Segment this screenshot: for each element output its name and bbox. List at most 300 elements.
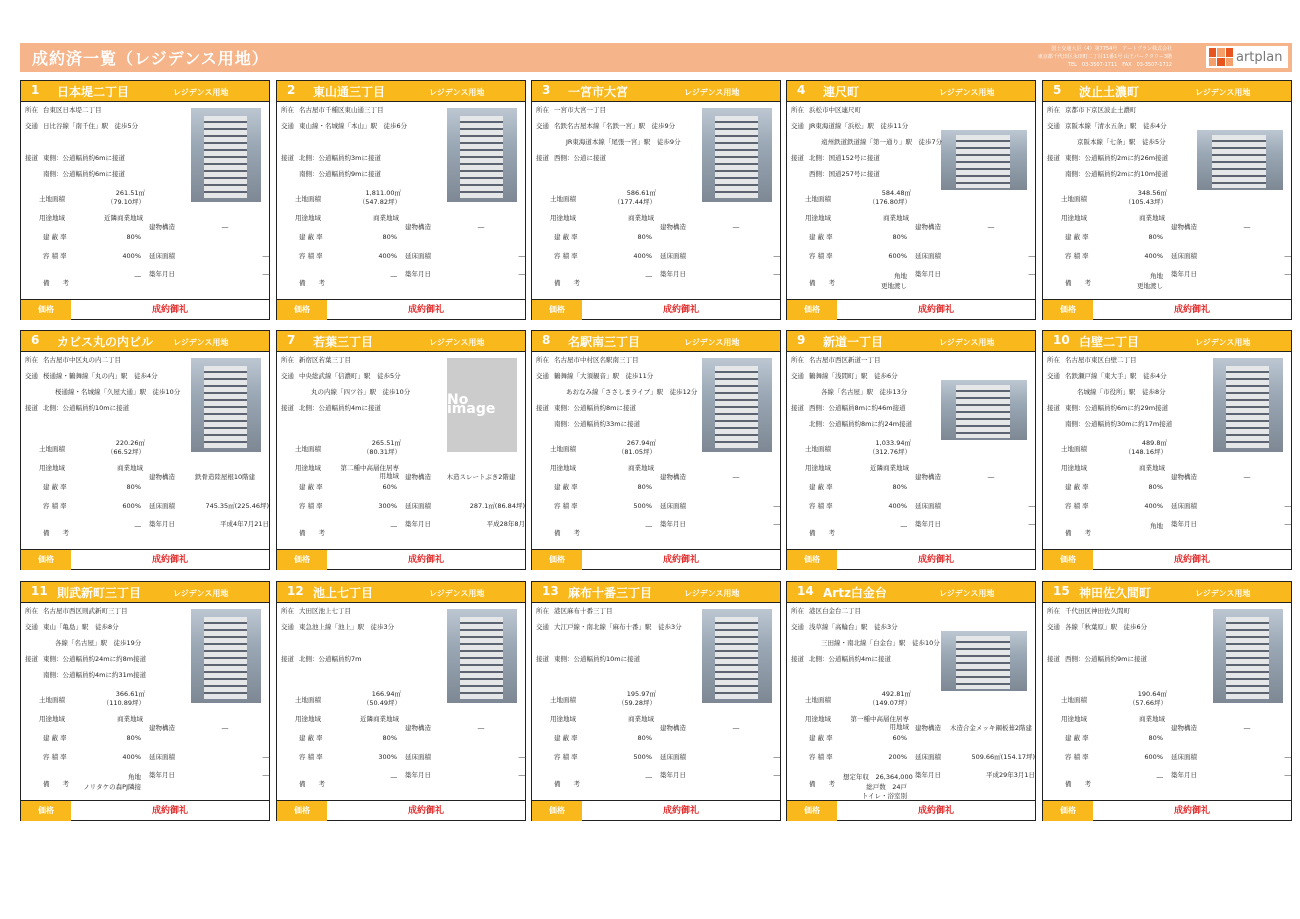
price-label: 価格 [787,300,837,320]
coverage-value: 80% [637,233,652,241]
far-label: 容 積 率 [299,502,323,510]
traffic-label: 交通 [281,623,294,631]
traffic-value: 各線「名古屋」駅 徒歩13分 [821,388,908,396]
access-label: 接道 [536,404,549,412]
coverage-value: 80% [126,233,141,241]
traffic-label: 交通 [1047,122,1060,130]
traffic-value: 桜通線・鶴舞線「丸の内」駅 徒歩4分 [43,372,158,380]
structure-label: 建物構造 [915,724,941,732]
built-value: ― [518,771,525,779]
card-property-name: 日本堤二丁目 [57,85,130,99]
card-property-name: 名駅南三丁目 [568,335,641,349]
card-category: レジデンス用地 [939,589,995,598]
traffic-value: 鶴舞線「大須観音」駅 徒歩11分 [554,372,654,380]
land-area-value: 492.81㎡ [881,690,911,698]
card-footer [787,549,1035,570]
built-label: 築年月日 [149,520,175,528]
location-value: 名古屋市東区白壁二丁目 [1065,356,1137,364]
far-value: 600% [122,502,141,510]
access-label: 接道 [791,154,804,162]
access-label: 接道 [25,154,38,162]
price-value: 成約御礼 [151,305,188,315]
traffic-value: 京阪本線「清水五条」駅 徒歩4分 [1065,122,1167,130]
location-value: 浜松市中区連尺町 [809,106,861,114]
structure-label: 建物構造 [660,724,686,732]
access-value: 西側：公道幅員8mに約46m接道 [809,404,906,412]
card-category: レジデンス用地 [684,338,740,347]
location-label: 所在 [25,106,38,114]
remarks-value-2: ノリタケの森PJ隣接 [83,783,141,791]
card-category: レジデンス用地 [1195,88,1251,97]
price-value: 成約御礼 [151,555,188,565]
structure-value: ― [1243,724,1251,732]
card-category: レジデンス用地 [429,88,485,97]
structure-label: 建物構造 [405,223,431,231]
floor-area-value: ― [262,252,269,260]
price-value: 成約御礼 [662,305,699,315]
structure-value: ― [987,473,995,481]
zoning-label: 用途地域 [39,715,65,723]
floor-area-value: ― [1028,252,1035,260]
built-value: ― [773,771,780,779]
traffic-label: 交通 [1047,372,1060,380]
far-label: 容 積 率 [43,252,67,260]
coverage-label: 建 蔽 率 [1065,734,1089,742]
floor-area-label: 延床面積 [405,753,431,761]
card-category: レジデンス用地 [173,589,229,598]
property-photo [191,108,261,202]
remarks-value: 角地 [894,272,907,280]
property-card[interactable] [786,80,1036,320]
access-value: 東側：公道幅員約2mに約26m接道 [1065,154,1169,162]
far-label: 容 積 率 [299,753,323,761]
property-card[interactable] [1042,330,1292,570]
property-photo [702,358,772,452]
traffic-value: 中央総武線「信濃町」駅 徒歩5分 [299,372,401,380]
structure-label: 建物構造 [405,473,431,481]
card-body [21,603,269,799]
traffic-value: JR東海道線「浜松」駅 徒歩11分 [809,122,909,130]
access-value: 南側：公道幅員約2mに約10m接道 [1065,170,1169,178]
land-area-tsubo: （547.82坪） [358,198,401,206]
location-value: 京都市下京区波止土濃町 [1065,106,1137,114]
remarks-value: ― [645,272,652,280]
property-card[interactable] [531,330,781,570]
zoning-label: 用途地域 [805,214,831,222]
price-label: 価格 [21,801,71,821]
structure-value: ― [1243,473,1251,481]
remarks-label: 備 考 [1065,780,1091,788]
land-area-value: 190.64㎡ [1137,690,1167,698]
card-property-name: カビス丸の内ビル [57,335,154,349]
card-body [532,352,780,548]
land-area-label: 土地面積 [39,195,65,203]
built-label: 築年月日 [405,520,431,528]
built-value: ― [1284,520,1291,528]
floor-area-value: ― [773,753,780,761]
no-image-text: No image [447,392,496,417]
far-label: 容 積 率 [1065,502,1089,510]
property-photo [447,609,517,703]
price-label: 価格 [787,801,837,821]
far-value: 400% [122,753,141,761]
company-info [1038,45,1172,69]
built-value: ― [773,270,780,278]
page-title: 成約済一覧（レジデンス用地） [32,49,269,68]
coverage-label: 建 蔽 率 [809,483,833,491]
traffic-value: 京阪本線「七条」駅 徒歩5分 [1077,138,1166,146]
traffic-label: 交通 [536,623,549,631]
coverage-value: 60% [892,734,907,742]
traffic-value: 各線「名古屋」駅 徒歩19分 [55,639,142,647]
land-area-label: 土地面積 [1061,195,1087,203]
location-value: 名古屋市千種区東山通三丁目 [299,106,384,114]
card-body [532,102,780,298]
land-area-label: 土地面積 [295,195,321,203]
traffic-value: JR東海道本線「尾張一宮」駅 徒歩9分 [566,138,681,146]
structure-label: 建物構造 [149,724,175,732]
coverage-label: 建 蔽 率 [554,734,578,742]
built-value: ― [1028,520,1035,528]
zoning-label: 用途地域 [1061,715,1087,723]
remarks-value: ― [134,522,141,530]
property-card[interactable] [276,330,526,570]
property-photo [941,631,1027,691]
card-property-name: 神田佐久間町 [1079,586,1152,600]
location-value: 大田区池上七丁目 [299,607,351,615]
floor-area-label: 延床面積 [149,252,175,260]
card-footer [1043,800,1291,821]
location-label: 所在 [1047,106,1060,114]
card-body [1043,352,1291,548]
floor-area-value: ― [1028,502,1035,510]
card-category: レジデンス用地 [1195,338,1251,347]
price-label: 価格 [277,300,327,320]
built-label: 築年月日 [1171,771,1197,779]
card-header [1043,331,1291,352]
remarks-value: 角地 [128,773,141,781]
remarks-label: 備 考 [809,780,835,788]
remarks-value: 想定年収 26,364,000 [843,773,913,781]
card-number: 15 [1053,584,1070,598]
floor-area-value: ― [1284,753,1291,761]
card-body [787,603,1035,799]
page-header [20,43,1292,72]
remarks-value: ― [390,773,397,781]
land-area-tsubo: （176.80坪） [868,198,911,206]
zoning-label: 用途地域 [1061,464,1087,472]
card-category: レジデンス用地 [684,88,740,97]
access-value: 南側：公道幅員約4mに約31m接道 [43,671,147,679]
land-area-value: 586.61㎡ [626,189,656,197]
zoning-value: 商業地域 [628,715,654,723]
card-property-name: 新道一丁目 [823,335,884,349]
structure-value: ― [732,223,740,231]
property-card[interactable] [276,581,526,821]
traffic-label: 交通 [25,372,38,380]
remarks-value: ― [645,773,652,781]
access-value: 北側：公道幅員約4mに接道 [299,404,381,412]
location-label: 所在 [536,607,549,615]
location-value: 港区麻布十番三丁目 [554,607,613,615]
traffic-value: 名鉄瀬戸線「東大手」駅 徒歩4分 [1065,372,1167,380]
card-property-name: 麻布十番三丁目 [568,586,653,600]
access-value: 西側：公道幅員約9mに接道 [1065,655,1147,663]
location-label: 所在 [281,356,294,364]
access-value: 北側：公道幅員約4mに接道 [809,655,891,663]
coverage-label: 建 蔽 率 [554,483,578,491]
location-value: 台東区日本堤二丁目 [43,106,102,114]
floor-area-value: ― [518,753,525,761]
access-value: 東側：公道幅員約6mに約29m接道 [1065,404,1169,412]
price-value: 成約御礼 [1173,305,1210,315]
property-photo [447,358,517,452]
access-value: 南側：公道幅員約9mに接道 [299,170,381,178]
property-photo [447,108,517,202]
logo-text: artplan [1236,49,1283,65]
structure-label: 建物構造 [1171,223,1197,231]
card-category: レジデンス用地 [684,589,740,598]
card-footer [532,800,780,821]
zoning-value: 商業地域 [117,715,143,723]
zoning-value: 商業地域 [628,464,654,472]
card-footer [277,800,525,821]
traffic-label: 交通 [25,122,38,130]
property-card[interactable] [276,80,526,320]
coverage-value: 80% [1148,734,1163,742]
card-body [1043,603,1291,799]
card-number: 3 [542,83,551,97]
card-header [21,81,269,102]
land-area-label: 土地面積 [550,195,576,203]
remarks-value: ― [134,272,141,280]
access-label: 接道 [281,154,294,162]
card-header [277,331,525,352]
price-label: 価格 [21,550,71,570]
built-label: 築年月日 [1171,520,1197,528]
remarks-value-2: 更地渡し [881,282,907,290]
traffic-value: 鶴舞線「浅間町」駅 徒歩6分 [809,372,898,380]
location-label: 所在 [25,607,38,615]
card-footer [532,299,780,320]
far-value: 200% [888,753,907,761]
remarks-label: 備 考 [43,780,69,788]
card-body [1043,102,1291,298]
access-value: 北側：公道幅員約10mに接道 [43,404,130,412]
card-footer [787,299,1035,320]
coverage-value: 80% [637,734,652,742]
card-header [787,331,1035,352]
card-number: 5 [1053,83,1062,97]
floor-area-label: 延床面積 [660,252,686,260]
card-footer [21,299,269,320]
card-property-name: 一宮市大宮 [568,85,629,99]
far-value: 400% [1144,252,1163,260]
location-value: 港区白金台二丁目 [809,607,861,615]
card-body [532,603,780,799]
remarks-label: 備 考 [554,780,580,788]
floor-area-label: 延床面積 [405,502,431,510]
coverage-label: 建 蔽 率 [43,734,67,742]
card-header [1043,81,1291,102]
location-label: 所在 [281,607,294,615]
remarks-value-2: 更地渡し [1137,282,1163,290]
remarks-label: 備 考 [299,529,325,537]
remarks-label: 備 考 [554,529,580,537]
traffic-value: 浅草線「高輪台」駅 徒歩3分 [809,623,898,631]
property-photo [1197,130,1283,190]
remarks-value: ― [645,522,652,530]
property-card[interactable] [531,80,781,320]
floor-area-label: 延床面積 [915,502,941,510]
access-value: 北側：国道152号に接道 [809,154,880,162]
card-header [277,81,525,102]
built-value: ― [262,771,269,779]
card-footer [532,549,780,570]
coverage-label: 建 蔽 率 [43,233,67,241]
location-label: 所在 [791,356,804,364]
price-value: 成約御礼 [151,806,188,816]
card-body [277,603,525,799]
card-footer [21,549,269,570]
access-value: 東側：公道幅員約8mに接道 [554,404,636,412]
property-card[interactable] [786,581,1036,821]
structure-label: 建物構造 [149,223,175,231]
artplan-logo [1206,46,1288,68]
property-card[interactable] [1042,581,1292,821]
coverage-label: 建 蔽 率 [299,483,323,491]
card-property-name: 池上七丁目 [313,586,374,600]
card-property-name: 東山通三丁目 [313,85,386,99]
access-label: 接道 [536,154,549,162]
price-label: 価格 [277,801,327,821]
remarks-value: ― [900,522,907,530]
far-value: 400% [633,252,652,260]
traffic-label: 交通 [791,122,804,130]
zoning-label: 用途地域 [295,715,321,723]
structure-value: ― [987,223,995,231]
built-label: 築年月日 [660,771,686,779]
zoning-label: 用途地域 [39,464,65,472]
access-value: 北側：公道幅員約3mに接道 [299,154,381,162]
access-label: 接道 [281,404,294,412]
property-card[interactable] [786,330,1036,570]
structure-label: 建物構造 [660,473,686,481]
land-area-tsubo: （81.05坪） [617,448,656,456]
built-value: ― [518,270,525,278]
land-area-value: 265.51㎡ [371,439,401,447]
coverage-value: 80% [1148,233,1163,241]
access-value: 南側：公道幅員約30mに約17m接道 [1065,420,1173,428]
built-value: ― [262,270,269,278]
coverage-value: 80% [1148,483,1163,491]
structure-label: 建物構造 [915,473,941,481]
card-body [787,102,1035,298]
price-value: 成約御礼 [917,555,954,565]
land-area-label: 土地面積 [1061,696,1087,704]
built-value: 平成28年8月 [486,520,525,528]
card-body [21,102,269,298]
property-card[interactable] [20,581,270,821]
property-photo [702,108,772,202]
zoning-value: 第一種中高層住居専用地域 [850,715,909,731]
land-area-value: 348.56㎡ [1137,189,1167,197]
property-card[interactable] [20,80,270,320]
price-value: 成約御礼 [1173,806,1210,816]
far-value: 500% [633,753,652,761]
traffic-label: 交通 [791,372,804,380]
property-card[interactable] [531,581,781,821]
far-value: 400% [378,252,397,260]
price-value: 成約御礼 [662,806,699,816]
traffic-value: 遠州鉄道鉄道線「第一通り」駅 徒歩7分 [821,138,943,146]
floor-area-value: 287.1㎡(86.84坪) [469,502,525,510]
zoning-value: 商業地域 [373,214,399,222]
remarks-value: ― [390,272,397,280]
location-value: 名古屋市西区則武新町三丁目 [43,607,128,615]
card-body [277,102,525,298]
card-number: 2 [287,83,296,97]
access-label: 接道 [536,655,549,663]
far-label: 容 積 率 [554,502,578,510]
floor-area-label: 延床面積 [660,502,686,510]
location-value: 新宿区若葉三丁目 [299,356,351,364]
floor-area-label: 延床面積 [1171,252,1197,260]
structure-value: ― [732,473,740,481]
structure-value: ― [221,724,229,732]
coverage-value: 80% [382,233,397,241]
property-photo [1213,609,1283,703]
card-number: 13 [542,584,559,598]
access-label: 接道 [25,404,38,412]
structure-label: 建物構造 [1171,473,1197,481]
land-area-label: 土地面積 [550,696,576,704]
property-photo [1213,358,1283,452]
traffic-value: 大江戸線・南北線「麻布十番」駅 徒歩3分 [554,623,682,631]
traffic-label: 交通 [281,372,294,380]
card-header [532,582,780,603]
land-area-tsubo: （66.52坪） [106,448,145,456]
location-label: 所在 [536,106,549,114]
price-value: 成約御礼 [407,806,444,816]
land-area-label: 土地面積 [39,445,65,453]
remarks-value-2: 総戸数 24戸 [866,783,907,791]
price-value: 成約御礼 [1173,555,1210,565]
card-footer [21,800,269,821]
land-area-tsubo: （149.07坪） [868,699,911,707]
card-number: 10 [1053,333,1070,347]
logo-mark-icon [1209,48,1233,66]
access-label: 接道 [25,655,38,663]
property-card[interactable] [1042,80,1292,320]
access-value: 東側：公道幅員約6mに接道 [43,154,125,162]
built-label: 築年月日 [915,520,941,528]
location-label: 所在 [281,106,294,114]
property-photo [702,609,772,703]
coverage-value: 80% [382,734,397,742]
remarks-label: 備 考 [1065,529,1091,537]
structure-value: 木造スレートぶき2階建 [446,473,516,481]
property-card[interactable] [20,330,270,570]
structure-label: 建物構造 [660,223,686,231]
far-label: 容 積 率 [809,502,833,510]
structure-value: ― [221,223,229,231]
remarks-label: 備 考 [299,279,325,287]
far-value: 500% [633,502,652,510]
land-area-label: 土地面積 [295,696,321,704]
built-value: ― [1028,270,1035,278]
card-category: レジデンス用地 [939,338,995,347]
